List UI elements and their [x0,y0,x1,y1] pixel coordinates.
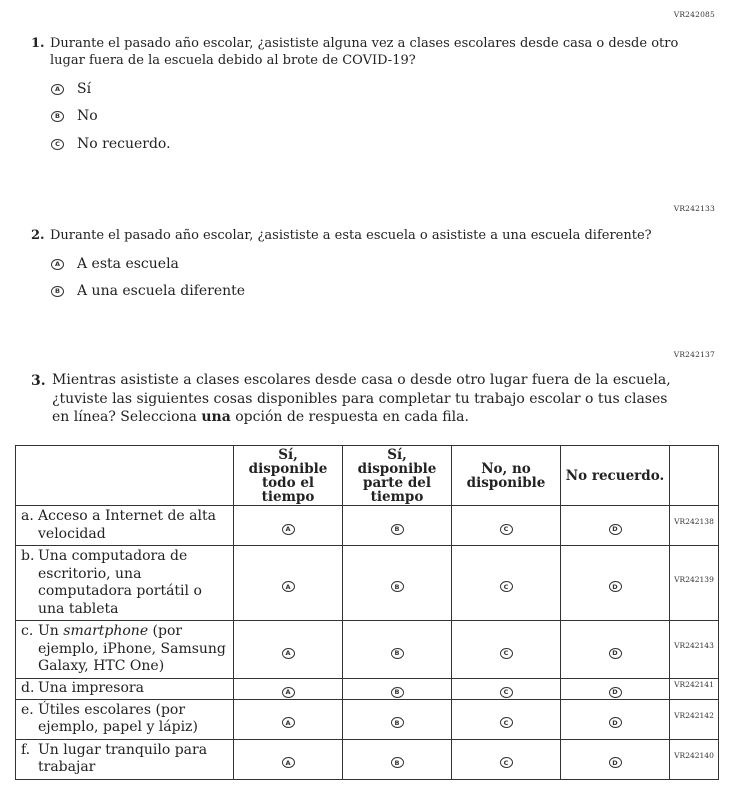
answer-bubble[interactable]: D [609,717,622,728]
row-label: Una impresora [38,679,144,696]
row-code: VR242141 [674,680,714,689]
answer-bubble[interactable]: B [391,648,404,659]
question-1-line-2: lugar fuera de la escuela debido al brote de COVID-19? [50,53,416,68]
item-code-q3: VR242137 [673,350,715,359]
row-label: Un lugar tranquilo para trabajar [38,741,208,775]
column-header: Sí, disponible todo el tiempo [234,446,343,506]
question-1-text [50,35,678,69]
row-code-cell [670,621,719,679]
row-code-cell [670,678,719,699]
row-letter: a. [21,508,34,524]
grid-header-blank [16,446,234,506]
answer-cell [561,699,670,739]
answer-cell [452,546,561,621]
answer-bubble[interactable]: A [282,581,295,592]
table-row [16,739,719,779]
answer-cell [343,546,452,621]
answer-cell [452,678,561,699]
row-code-cell [670,506,719,546]
answer-bubble[interactable]: A [51,259,64,270]
row-label-cell [16,678,234,699]
row-label-cell [16,621,234,679]
answer-cell [343,739,452,779]
answer-cell [234,506,343,546]
question-1-line-1: Durante el pasado año escolar, ¿asististe alguna vez a clases escolares desde casa o desde otro [50,36,679,51]
question-3-line-3 [52,408,671,427]
option-label: A una escuela diferente [77,283,246,299]
answer-cell [561,506,670,546]
answer-bubble[interactable]: B [391,757,404,768]
row-label [38,623,229,676]
answer-bubble[interactable]: B [391,524,404,535]
row-code-cell [670,699,719,739]
answer-bubble[interactable]: B [391,717,404,728]
answer-cell [343,699,452,739]
row-code-cell [670,739,719,779]
row-code-cell [670,546,719,621]
question-3-line-2: ¿tuviste las siguientes cosas disponibles para completar tu trabajo escolar o tus clases [52,390,668,407]
row-label-italic: smartphone [63,623,149,639]
answer-bubble[interactable]: C [500,757,513,768]
line-3-prefix: en línea? Selecciona [52,409,202,425]
answer-bubble[interactable]: A [51,84,64,95]
answer-bubble[interactable]: A [282,524,295,535]
answer-cell [561,739,670,779]
answer-bubble[interactable]: A [282,648,295,659]
answer-cell [561,678,670,699]
q1-option-b[interactable] [51,108,98,124]
answer-cell [234,699,343,739]
option-label: Sí [77,81,92,97]
answer-cell [452,506,561,546]
answer-bubble[interactable]: D [609,757,622,768]
q2-option-b[interactable] [51,283,245,299]
question-1-number: 1. [31,36,45,51]
question-3-number: 3. [31,373,46,389]
row-label: Acceso a Internet de alta velocidad [38,508,216,542]
answer-cell [343,621,452,679]
item-code-q2: VR242133 [673,204,715,213]
question-3-line-1: Mientras asististe a clases escolares desde casa o desde otro lugar fuera de la escuela, [52,372,671,388]
question-2-text: Durante el pasado año escolar, ¿asististe a esta escuela o asististe a una escuela diferente? [50,228,652,243]
answer-bubble[interactable]: C [51,139,64,150]
row-letter: b. [21,548,35,564]
emphasis-una: una [201,409,231,425]
answer-cell [234,546,343,621]
answer-cell [561,621,670,679]
question-2-number: 2. [31,228,45,243]
row-letter: d. [21,679,35,696]
answer-cell [452,621,561,679]
answer-cell [343,678,452,699]
grid-header-row [16,446,719,506]
answer-bubble[interactable]: D [609,648,622,659]
item-code-q1: VR242085 [673,10,715,19]
grid-header-code-blank [670,446,719,506]
answer-bubble[interactable]: A [282,687,295,698]
q1-option-c[interactable] [51,136,171,152]
answer-bubble[interactable]: D [609,687,622,698]
answer-bubble[interactable]: B [391,581,404,592]
answer-bubble[interactable]: B [391,687,404,698]
answer-cell [452,699,561,739]
row-label-cell [16,546,234,621]
row-label: Una computadora de escritorio, una computadora portátil o una tableta [38,548,202,617]
row-label-suffix: (por ejemplo, iPhone, Samsung Galaxy, HTC One) [38,623,226,674]
answer-cell [343,506,452,546]
q1-option-a[interactable] [51,81,91,97]
row-label-cell [16,699,234,739]
row-code: VR242142 [674,710,714,720]
response-grid [15,445,719,780]
table-row [16,506,719,546]
answer-bubble[interactable]: C [500,581,513,592]
answer-bubble[interactable]: A [282,717,295,728]
option-label: No recuerdo. [77,136,171,152]
row-label-cell [16,739,234,779]
answer-cell [234,621,343,679]
row-code: VR242143 [674,640,714,650]
table-row [16,546,719,621]
answer-bubble[interactable]: B [51,286,64,297]
answer-bubble[interactable]: A [282,757,295,768]
question-3-text [52,371,671,427]
table-row [16,678,719,699]
column-header: Sí, disponible parte del tiempo [343,446,452,506]
answer-bubble[interactable]: B [51,111,64,122]
answer-cell [561,546,670,621]
answer-bubble[interactable]: C [500,717,513,728]
q2-option-a[interactable] [51,256,179,272]
answer-cell [234,739,343,779]
answer-cell [234,678,343,699]
column-header: No, no disponible [452,446,561,506]
answer-cell [452,739,561,779]
row-label-prefix: Un [38,623,64,639]
row-letter: c. [21,623,34,639]
row-label-cell [16,506,234,546]
answer-bubble[interactable]: C [500,687,513,698]
option-label: No [77,108,98,124]
table-row [16,621,719,679]
row-letter: e. [21,701,34,718]
line-3-suffix: opción de respuesta en cada fila. [230,409,469,425]
table-row [16,699,719,739]
answer-bubble[interactable]: C [500,648,513,659]
answer-bubble[interactable]: C [500,524,513,535]
row-code: VR242139 [674,574,714,584]
row-code: VR242138 [674,517,714,526]
row-label: Útiles escolares (por ejemplo, papel y lápiz) [38,701,198,735]
column-header: No recuerdo. [561,446,670,506]
row-code: VR242140 [674,750,714,760]
answer-bubble[interactable]: D [609,581,622,592]
row-letter: f. [21,741,31,758]
answer-bubble[interactable]: D [609,524,622,535]
option-label: A esta escuela [77,256,179,272]
